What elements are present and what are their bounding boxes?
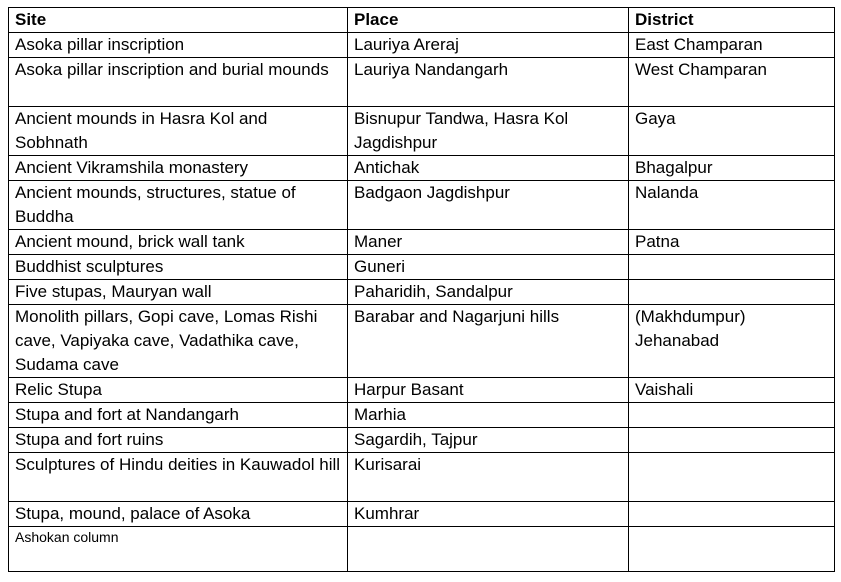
site-cell: Five stupas, Mauryan wall (9, 280, 348, 305)
place-cell: Harpur Basant (348, 378, 629, 403)
district-cell: East Champaran (629, 33, 835, 58)
site-cell: Stupa and fort at Nandangarh (9, 403, 348, 428)
district-cell (629, 453, 835, 502)
site-cell: Buddhist sculptures (9, 255, 348, 280)
site-cell: Stupa and fort ruins (9, 428, 348, 453)
site-cell: Sculptures of Hindu deities in Kauwadol hill (9, 453, 348, 502)
table-row (9, 378, 835, 403)
site-cell: Ancient mound, brick wall tank (9, 230, 348, 255)
table-row (9, 453, 835, 502)
place-cell: Barabar and Nagarjuni hills (348, 305, 629, 378)
table-row (9, 58, 835, 107)
site-cell: Ancient Vikramshila monastery (9, 156, 348, 181)
district-cell (629, 527, 835, 572)
district-cell (629, 280, 835, 305)
site-cell: Ashokan column (9, 527, 348, 572)
place-cell: Kurisarai (348, 453, 629, 502)
place-cell: Badgaon Jagdishpur (348, 181, 629, 230)
header-place: Place (348, 8, 629, 33)
table-row (9, 181, 835, 230)
district-cell: West Champaran (629, 58, 835, 107)
table-row (9, 230, 835, 255)
table-row (9, 33, 835, 58)
table-row (9, 428, 835, 453)
site-cell: Asoka pillar inscription (9, 33, 348, 58)
place-cell: Paharidih, Sandalpur (348, 280, 629, 305)
district-cell (629, 403, 835, 428)
site-cell: Ancient mounds in Hasra Kol and Sobhnath (9, 107, 348, 156)
header-district: District (629, 8, 835, 33)
table-row (9, 527, 835, 572)
district-cell (629, 502, 835, 527)
place-cell: Maner (348, 230, 629, 255)
sites-table (8, 7, 835, 572)
table-row (9, 280, 835, 305)
place-cell: Lauriya Areraj (348, 33, 629, 58)
table-row (9, 156, 835, 181)
site-cell: Ancient mounds, structures, statue of Buddha (9, 181, 348, 230)
district-cell: Patna (629, 230, 835, 255)
district-cell (629, 428, 835, 453)
table-row (9, 305, 835, 378)
table-header-row (9, 8, 835, 33)
site-cell: Asoka pillar inscription and burial mounds (9, 58, 348, 107)
place-cell: Antichak (348, 156, 629, 181)
district-cell: Vaishali (629, 378, 835, 403)
place-cell: Sagardih, Tajpur (348, 428, 629, 453)
table-row (9, 107, 835, 156)
place-cell (348, 527, 629, 572)
place-cell: Guneri (348, 255, 629, 280)
place-cell: Marhia (348, 403, 629, 428)
place-cell: Bisnupur Tandwa, Hasra Kol Jagdishpur (348, 107, 629, 156)
district-cell: Bhagalpur (629, 156, 835, 181)
header-site: Site (9, 8, 348, 33)
district-cell: Gaya (629, 107, 835, 156)
district-cell: (Makhdumpur) Jehanabad (629, 305, 835, 378)
place-cell: Kumhrar (348, 502, 629, 527)
site-cell: Relic Stupa (9, 378, 348, 403)
table-row (9, 502, 835, 527)
site-cell: Stupa, mound, palace of Asoka (9, 502, 348, 527)
district-cell (629, 255, 835, 280)
site-cell: Monolith pillars, Gopi cave, Lomas Rishi cave, Vapiyaka cave, Vadathika cave, Sudama cave (9, 305, 348, 378)
district-cell: Nalanda (629, 181, 835, 230)
place-cell: Lauriya Nandangarh (348, 58, 629, 107)
table-row (9, 403, 835, 428)
table-row (9, 255, 835, 280)
